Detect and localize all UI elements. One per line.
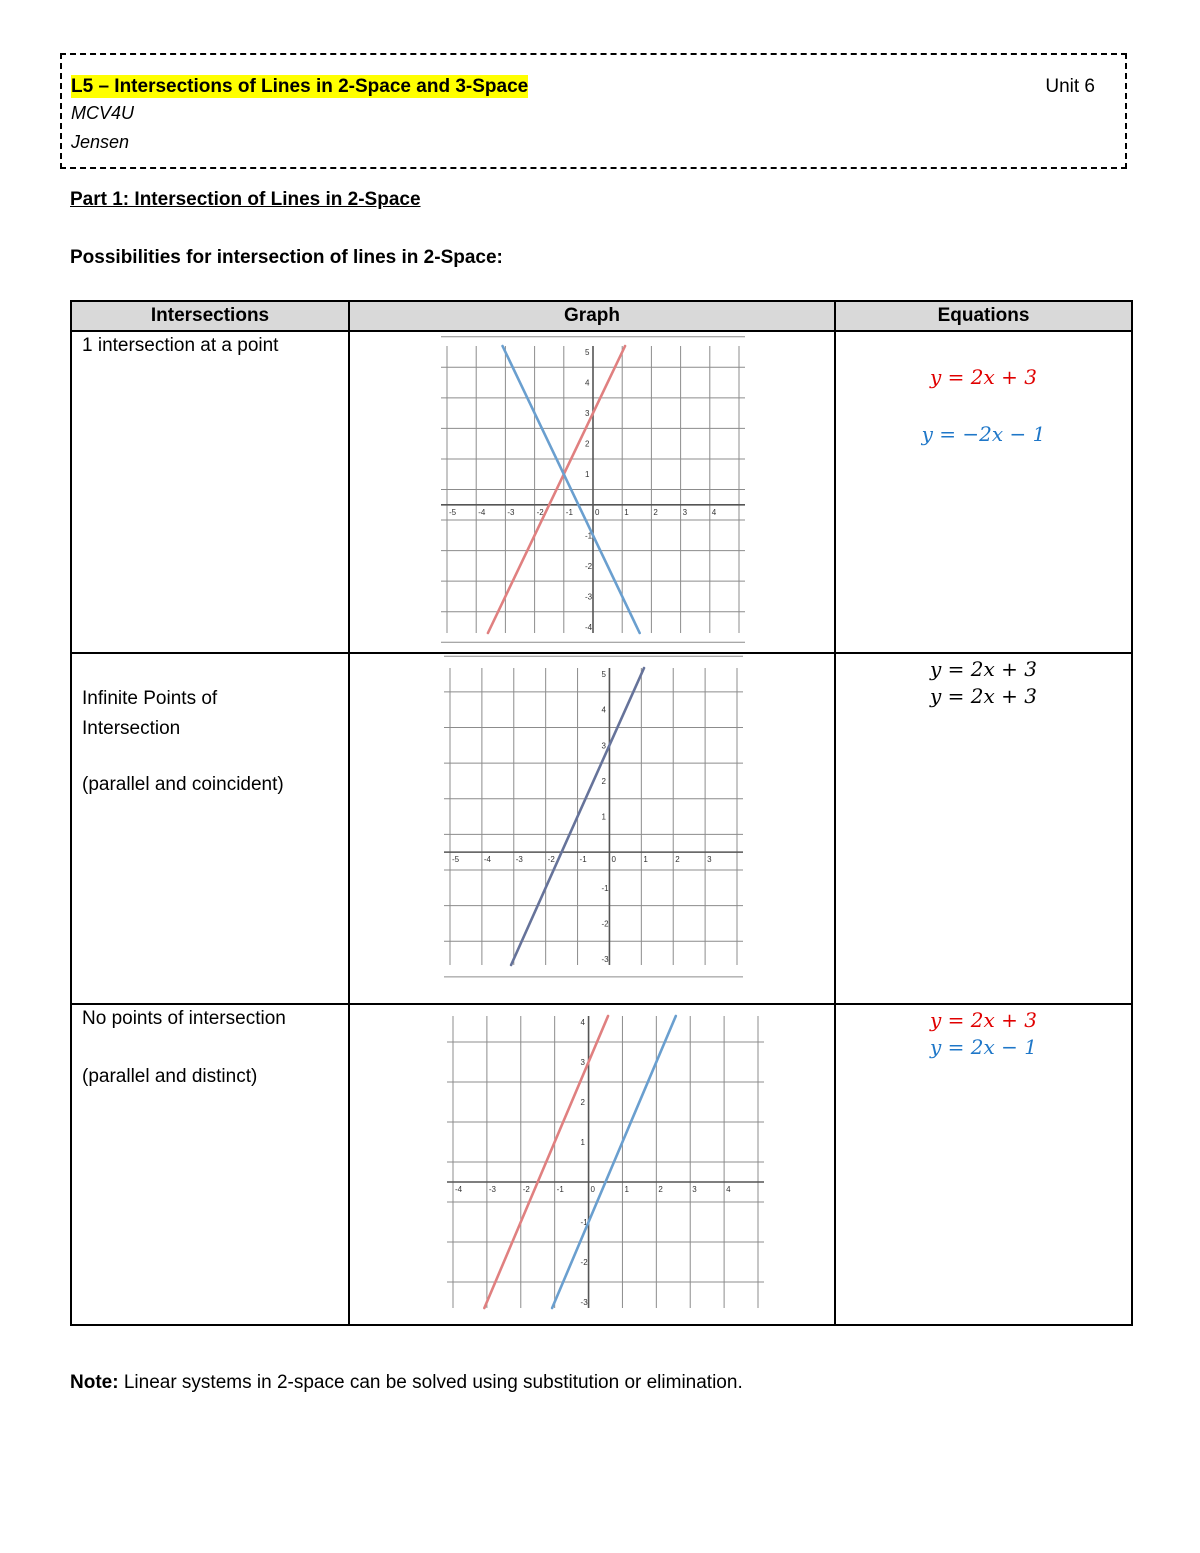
y-tick-label: 5 — [585, 348, 590, 357]
course-code: MCV4U — [71, 103, 135, 123]
header-graph: Graph — [349, 301, 835, 331]
x-tick-label: -4 — [455, 1185, 463, 1194]
y-tick-label: -1 — [585, 531, 593, 541]
equation-line: y = 2x + 3 — [930, 365, 1037, 389]
y-tick-label: 3 — [580, 1058, 586, 1067]
possibilities-heading: Possibilities for intersection of lines in 2-Space: — [70, 247, 503, 268]
y-tick-label: -3 — [580, 1298, 588, 1307]
y-tick-label: 2 — [601, 776, 606, 786]
y-tick-label: -1 — [580, 1218, 588, 1227]
equations-cell — [835, 653, 1132, 1004]
y-tick-label: 4 — [585, 378, 590, 388]
x-tick-label: 1 — [643, 855, 648, 865]
x-tick-label: -1 — [579, 855, 587, 865]
intersection-text: 1 intersection at a point — [82, 335, 279, 356]
y-tick-label: 4 — [601, 705, 606, 715]
x-tick-label: 2 — [653, 507, 658, 517]
x-tick-label: 3 — [692, 1185, 697, 1194]
x-tick-label: 4 — [711, 507, 717, 517]
x-tick-label: -1 — [556, 1185, 564, 1194]
x-tick-label: 0 — [611, 855, 616, 865]
equations-cell — [835, 1004, 1132, 1325]
equation-line: y = 2x + 3 — [930, 657, 1037, 681]
teacher-name: Jensen — [71, 132, 130, 152]
equation-line: y = 2x + 3 — [930, 1008, 1037, 1032]
x-tick-label: -2 — [547, 855, 555, 865]
y-tick-label: 2 — [585, 439, 590, 449]
graph-parallel-distinct — [350, 1005, 836, 1319]
y-tick-label: 1 — [580, 1138, 586, 1147]
x-tick-label: 2 — [675, 855, 680, 865]
note-text — [70, 1372, 743, 1394]
intersection-subtext: (parallel and coincident) — [82, 774, 284, 795]
y-tick-label: -2 — [601, 919, 609, 929]
header-equations: Equations — [835, 301, 1132, 331]
x-tick-label: -5 — [449, 507, 457, 517]
equation-line: y = 2x − 1 — [930, 1035, 1037, 1059]
x-tick-label: -3 — [507, 507, 515, 517]
x-tick-label: 0 — [590, 1185, 596, 1194]
graph-one-intersection — [350, 332, 836, 647]
intersection-subtext: (parallel and distinct) — [82, 1066, 258, 1087]
y-tick-label: 4 — [580, 1018, 586, 1027]
table-row — [71, 1004, 1132, 1325]
unit-label: Unit 6 — [1045, 76, 1095, 97]
equations-cell — [835, 331, 1132, 653]
x-tick-label: -4 — [483, 855, 492, 865]
table-row — [71, 653, 1132, 1004]
x-tick-label: -5 — [452, 855, 460, 865]
y-tick-label: 2 — [580, 1098, 586, 1107]
intersections-table — [70, 300, 1133, 1326]
intersection-cell — [71, 653, 349, 1004]
y-tick-label: 5 — [601, 670, 606, 679]
y-tick-label: -4 — [585, 623, 593, 632]
lesson-title: L5 – Intersections of Lines in 2-Space and 3-Space — [71, 76, 529, 97]
x-tick-label: -2 — [522, 1185, 530, 1194]
graph-cell — [349, 1004, 835, 1325]
x-tick-label: 2 — [658, 1185, 663, 1194]
y-tick-label: -3 — [585, 592, 593, 602]
x-tick-label: -1 — [565, 507, 573, 517]
x-tick-label: 3 — [682, 507, 688, 517]
header-intersections: Intersections — [71, 301, 349, 331]
graph-cell — [349, 331, 835, 653]
x-tick-label: -4 — [478, 507, 486, 517]
y-tick-label: 1 — [601, 812, 606, 822]
x-tick-label: 1 — [624, 1185, 629, 1194]
graph-cell — [349, 653, 835, 1004]
table-header-row — [71, 301, 1132, 331]
x-tick-label: 0 — [595, 507, 600, 517]
x-tick-label: -2 — [536, 507, 544, 517]
x-tick-label: 3 — [707, 855, 712, 865]
equation-line: y = 2x + 3 — [930, 684, 1037, 708]
note-label: Note: — [70, 1372, 119, 1393]
table-row — [71, 331, 1132, 653]
intersection-text: Infinite Points of — [82, 688, 218, 709]
equation-line: y = −2x − 1 — [921, 422, 1046, 446]
x-tick-label: 1 — [624, 507, 629, 517]
intersection-cell — [71, 1004, 349, 1325]
y-tick-label: -3 — [601, 955, 609, 964]
note-body: Linear systems in 2-space can be solved using substitution or elimination. — [118, 1372, 743, 1393]
y-tick-label: 1 — [585, 470, 590, 480]
x-tick-label: 4 — [726, 1185, 731, 1194]
y-tick-label: 3 — [585, 409, 590, 419]
graph-coincident-lines — [350, 654, 836, 998]
intersection-cell — [71, 331, 349, 653]
header-box — [60, 53, 1127, 169]
intersection-text: No points of intersection — [82, 1008, 286, 1029]
y-tick-label: -1 — [601, 883, 609, 893]
intersection-text: Intersection — [82, 718, 181, 739]
part1-heading: Part 1: Intersection of Lines in 2-Space — [70, 189, 421, 210]
x-tick-label: -3 — [515, 855, 523, 865]
y-tick-label: -2 — [580, 1258, 588, 1267]
y-tick-label: 3 — [601, 741, 606, 751]
x-tick-label: -3 — [488, 1185, 497, 1194]
y-tick-label: -2 — [585, 561, 593, 571]
